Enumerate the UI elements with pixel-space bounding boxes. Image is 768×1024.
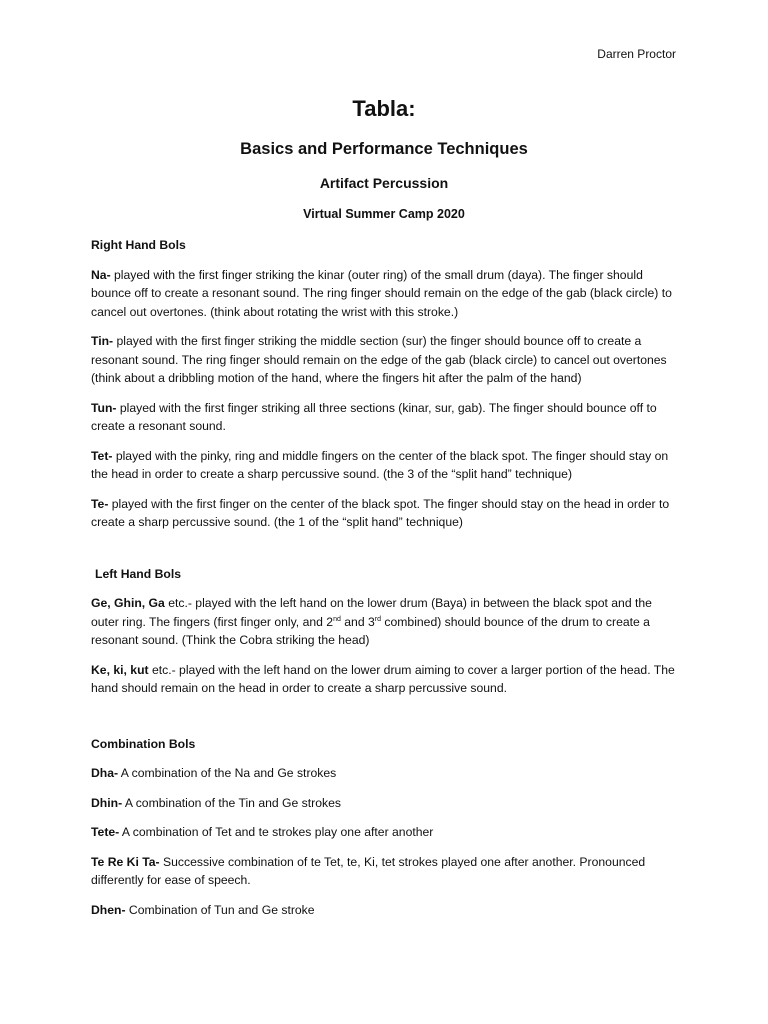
section-heading-right-hand: Right Hand Bols <box>91 238 186 252</box>
bol-entry-ke <box>91 661 681 698</box>
bol-entry-tet <box>91 447 681 484</box>
spacer <box>91 709 681 735</box>
document-body <box>91 236 681 930</box>
bol-description: played with the first finger striking the kinar (outer ring) of the small drum (daya). The finger should bounce off to create a resonant sound. The ring finger should remain on the edge of the gab (black circle) to cancel out overtones. (think about rotating the wrist with this stroke.) <box>91 267 672 319</box>
bol-entry-dha <box>91 764 681 783</box>
bol-entry-na <box>91 266 681 322</box>
author-name: Darren Proctor <box>597 47 676 61</box>
bol-term: Ke, ki, kut <box>91 662 149 677</box>
bol-description: and 3 <box>340 614 375 629</box>
bol-term: Tet- <box>91 448 113 463</box>
bol-entry-ge <box>91 594 681 650</box>
bol-term: Tin- <box>91 334 114 348</box>
organization-name: Artifact Percussion <box>319 175 449 191</box>
ordinal-suffix: nd <box>333 615 341 623</box>
bol-term: Te Re Ki Ta- <box>91 854 160 869</box>
spacer <box>91 543 681 565</box>
bol-description: A combination of Tet and te strokes play one after another <box>119 825 434 839</box>
bol-entry-te-re-ki-ta <box>91 853 681 890</box>
bol-description: A combination of the Na and Ge strokes <box>118 766 337 780</box>
bol-term: Dha- <box>91 766 119 780</box>
bol-term: Na- <box>91 267 111 282</box>
bol-entry-tun <box>91 399 681 436</box>
ordinal-suffix: rd <box>374 615 381 623</box>
bol-entry-te <box>91 495 681 532</box>
bol-entry-tin <box>91 332 681 388</box>
bol-description: Successive combination of te Tet, te, Ki, tet strokes played one after another. Pronounced differently for ease of speech. <box>91 854 646 887</box>
bol-term: Tun- <box>91 400 117 415</box>
document-title: Tabla: <box>352 96 416 121</box>
bol-term: Dhen- <box>91 902 126 917</box>
section-heading-combination: Combination Bols <box>91 736 196 751</box>
bol-entry-tete <box>91 823 681 842</box>
bol-description: played with the first finger striking all three sections (kinar, sur, gab). The finger should bounce off to create a resonant sound. <box>91 400 657 433</box>
bol-description: played with the first finger on the center of the black spot. The finger should stay on the head in order to create a sharp percussive sound. (the 1 of the “split hand” technique) <box>91 496 670 529</box>
bol-term: Te- <box>91 496 109 511</box>
bol-description: combined) should bounce of the drum to create a resonant sound. (Think the Cobra striking the head) <box>91 614 650 647</box>
bol-description: etc.- played with the left hand on the lower drum aiming to cover a larger portion of the head. The hand should remain on the head in order to create a sharp percussive sound. <box>91 662 675 695</box>
document-subtitle: Basics and Performance Techniques <box>240 140 528 158</box>
bol-term: Dhin- <box>91 795 123 810</box>
bol-entry-dhin <box>91 794 681 813</box>
bol-description: played with the first finger striking the middle section (sur) the finger should bounce off to create a resonant sound. The ring finger should remain on the edge of the gab (black circle) to cancel out overtones (think about a dribbling motion of the hand, where the fingers hit after the palm of the hand) <box>91 334 667 385</box>
bol-description: played with the pinky, ring and middle fingers on the center of the black spot. The finger should stay on the head in order to create a sharp percussive sound. (the 3 of the “split hand” technique) <box>91 448 669 481</box>
bol-term: Tete- <box>91 825 120 839</box>
section-heading-left-hand: Left Hand Bols <box>95 566 181 581</box>
bol-description: etc.- played with the left hand on the lower drum (Baya) in between the black spot and the outer ring. The fingers (first finger only, and 2 <box>91 596 652 629</box>
bol-entry-dhen <box>91 901 681 920</box>
bol-term: Ge, Ghin, Ga <box>91 596 165 610</box>
bol-description: A combination of the Tin and Ge strokes <box>122 795 341 810</box>
event-name: Virtual Summer Camp 2020 <box>303 207 465 221</box>
bol-description: Combination of Tun and Ge stroke <box>125 902 315 917</box>
